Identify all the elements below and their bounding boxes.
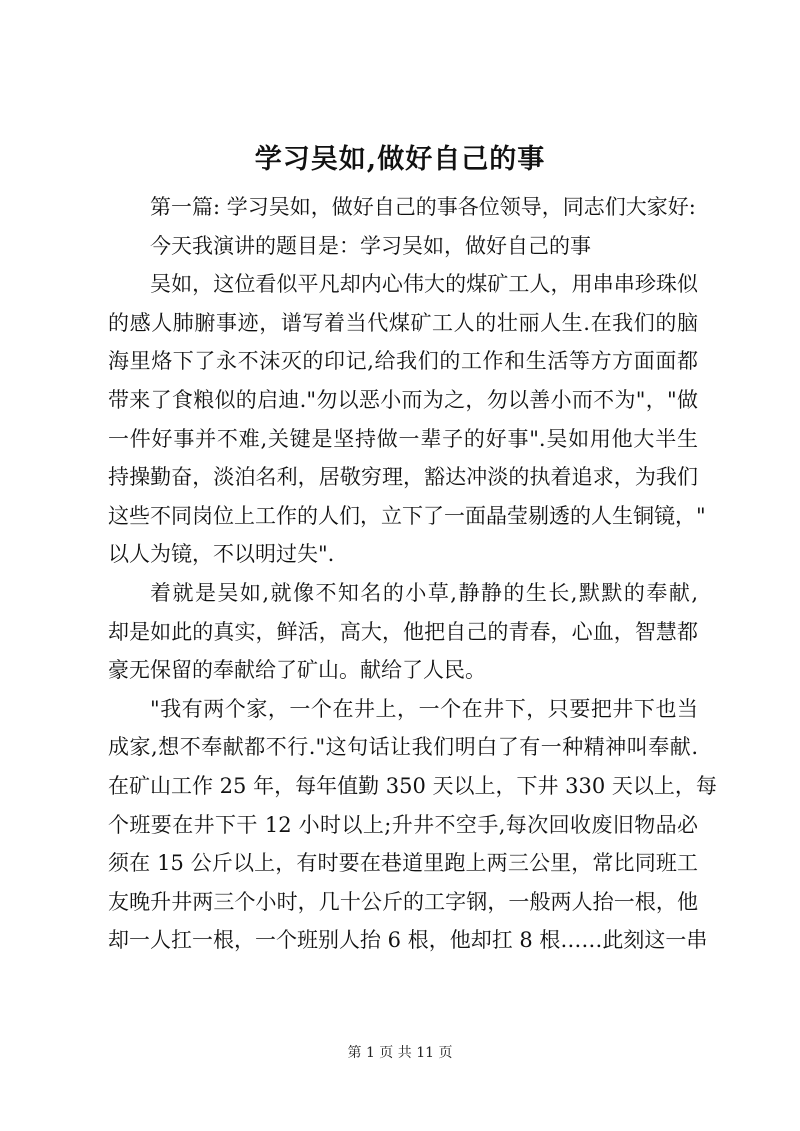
text-line: 友晚升井两三个小时，几十公斤的工字钢，一般两人抬一根，他 (108, 889, 698, 914)
text-line: 却是如此的真实，鲜活，高大，他把自己的青春，心血，智慧都 (108, 619, 698, 644)
paragraph (108, 690, 717, 960)
text-line: 豪无保留的奉献给了矿山。献给了人民。 (108, 658, 486, 683)
text-line: 第一篇: 学习吴如，做好自己的事各位领导，同志们大家好: (150, 195, 696, 219)
paragraph (108, 574, 698, 690)
text-line: 今天我演讲的题目是：学习吴如，做好自己的事 (150, 233, 591, 258)
document-body (108, 188, 717, 960)
text-line: 一件好事并不难,关键是坚持做一辈子的好事".吴如用他大半生 (108, 426, 698, 451)
paragraph (108, 227, 698, 266)
text-line: 海里烙下了永不沫灭的印记,给我们的工作和生活等方方面面都 (108, 349, 698, 374)
text-line: 的感人肺腑事迹，谱写着当代煤矿工人的壮丽人生.在我们的脑 (108, 310, 698, 335)
paragraph (108, 188, 698, 227)
text-line: 这些不同岗位上工作的人们，立下了一面晶莹剔透的人生铜镜，" (108, 503, 706, 528)
text-line: 却一人扛一根，一个班别人抬 6 根，他却扛 8 根……此刻这一串 (108, 928, 708, 953)
document-title: 学习吴如,做好自己的事 (254, 144, 546, 175)
text-line: 须在 15 公斤以上，有时要在巷道里跑上两三公里，常比同班工 (108, 851, 698, 876)
text-line: 以人为镜，不以明过失". (108, 542, 335, 567)
text-line: 持操勤奋，淡泊名利，居敬穷理，豁达冲淡的执着追求，为我们 (108, 465, 698, 490)
text-line: "我有两个家，一个在井上，一个在井下，只要把井下也当 (150, 696, 698, 721)
text-line: 着就是吴如,就像不知名的小草,静静的生长,默默的奉献, (150, 580, 698, 605)
text-line: 成家,想不奉献都不行."这句话让我们明白了有一种精神叫奉献. (108, 735, 698, 760)
paragraph (108, 265, 706, 574)
text-line: 吴如，这位看似平凡却内心伟大的煤矿工人，用串串珍珠似 (150, 272, 698, 297)
text-line: 在矿山工作 25 年，每年值勤 350 天以上，下井 330 天以上，每 (108, 773, 717, 798)
text-line: 个班要在井下干 12 小时以上;升井不空手,每次回收废旧物品必 (108, 812, 698, 837)
text-line: 带来了食粮似的启迪."勿以恶小而为之，勿以善小而不为"，"做 (108, 387, 698, 412)
page-footer: 第 1 页 共 11 页 (347, 1045, 453, 1061)
